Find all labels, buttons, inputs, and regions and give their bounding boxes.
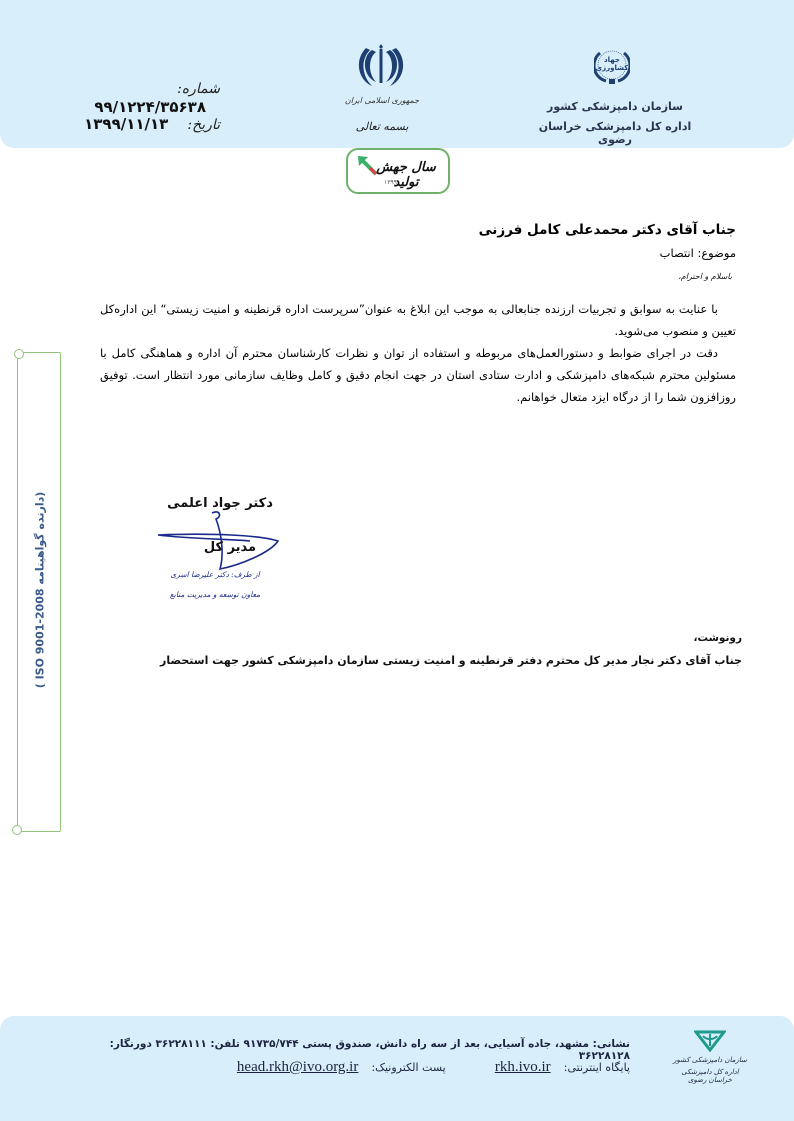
letterhead <box>0 0 794 148</box>
cc-recipient: جناب آقای دکتر نجار مدیر کل محترم دفتر قرنطینه و امنیت زیستی سازمان دامپزشکی کشور جهت استحضار <box>160 654 742 667</box>
org-logo-text: جهاد کشاورزی <box>595 56 629 72</box>
recipient: جناب آقای دکتر محمدعلی کامل فرزنی <box>478 222 736 238</box>
on-behalf-of: از طرف: دکتر علیرضا اسری <box>170 570 260 579</box>
footer-address: نشانی: مشهد، جاده آسیایی، بعد از سه راه دانش، صندوق پستی ۹۱۷۳۵/۷۴۴ تلفن: ۳۶۲۲۸۱۱۱ دورنگار: ۳۶۲۲۸۱۲۸ <box>109 1038 630 1062</box>
org-department: اداره کل دامپزشکی خراسان رضوی <box>538 120 692 146</box>
scroll-curl-bottom-icon <box>12 825 22 835</box>
letter-number-label: شماره: <box>177 81 220 97</box>
website-link[interactable]: rkh.ivo.ir <box>494 1059 551 1075</box>
letter-date-label: تاریخ: <box>187 117 220 133</box>
badge-text: سال جهش تولید <box>376 160 436 190</box>
signatory-name: دکتر جواد اعلمی <box>167 496 273 511</box>
veterinary-org-logo-icon <box>694 1030 726 1052</box>
footer-logo-line1: سازمان دامپزشکی کشور <box>673 1056 747 1064</box>
subject: موضوع: انتصاب <box>659 246 736 260</box>
iso-certification-note: ( ISO 9001-2008 دارنده گواهینامه) <box>33 491 47 689</box>
emblem-caption: جمهوری اسلامی ایران <box>344 96 420 105</box>
letter-footer <box>0 1016 794 1121</box>
signatory-title: مدیر کل <box>203 540 257 555</box>
letter-number-row <box>60 78 220 116</box>
letter-date-value: ۱۳۹۹/۱۱/۱۳ <box>84 115 169 133</box>
website-label: پایگاه اینترنتی: <box>563 1061 630 1074</box>
year-slogan-badge <box>346 148 450 194</box>
scroll-curl-top-icon <box>14 349 24 359</box>
email-link[interactable]: head.rkh@ivo.org.ir <box>236 1059 359 1075</box>
paragraph-instructions: دقت در اجرای ضوابط و دستورالعمل‌های مربوطه و استفاده از توان و نظرات کارشناسان محترم آن اداره و هماهنگی کامل با مسئولین محترم شبکه‌های دامپزشکی و ادارت ستادی استان در جهت انجام دقیق و کامل وظایف سازمانی مورد انتظار است. توفیق روزافزون شما را از درگاه ایزد متعال خواهانم. <box>100 346 736 404</box>
letter-number-value: ۹۹/۱۲۲۴/۳۵۶۳۸ <box>94 98 206 116</box>
footer-logo-line2: اداره کل دامپزشکی خراسان رضوی <box>681 1068 739 1084</box>
org-name: سازمان دامپزشکی کشور <box>547 100 683 113</box>
iran-emblem-icon <box>358 40 404 90</box>
email-label: پست الکترونیک: <box>371 1061 446 1074</box>
letter-date-row <box>60 114 220 133</box>
bismillah: بسمه تعالی <box>355 120 409 133</box>
footer-contacts <box>100 1056 630 1076</box>
badge-year: ۱۳۹۹ <box>384 179 397 186</box>
greeting: باسلام و احترام، <box>678 272 732 281</box>
cc-title: رونوشت، <box>693 632 742 644</box>
paragraph-appointment: با عنایت به سوابق و تجربیات ارزنده جنابعالی به موجب این ابلاغ به عنوان”سرپرست اداره قرنطینه و امنیت زیستی“ این اداره‌کل تعیین و منصوب می‌شوید. <box>100 302 736 338</box>
deputy-title: معاون توسعه و مدیریت منابع <box>169 590 261 599</box>
